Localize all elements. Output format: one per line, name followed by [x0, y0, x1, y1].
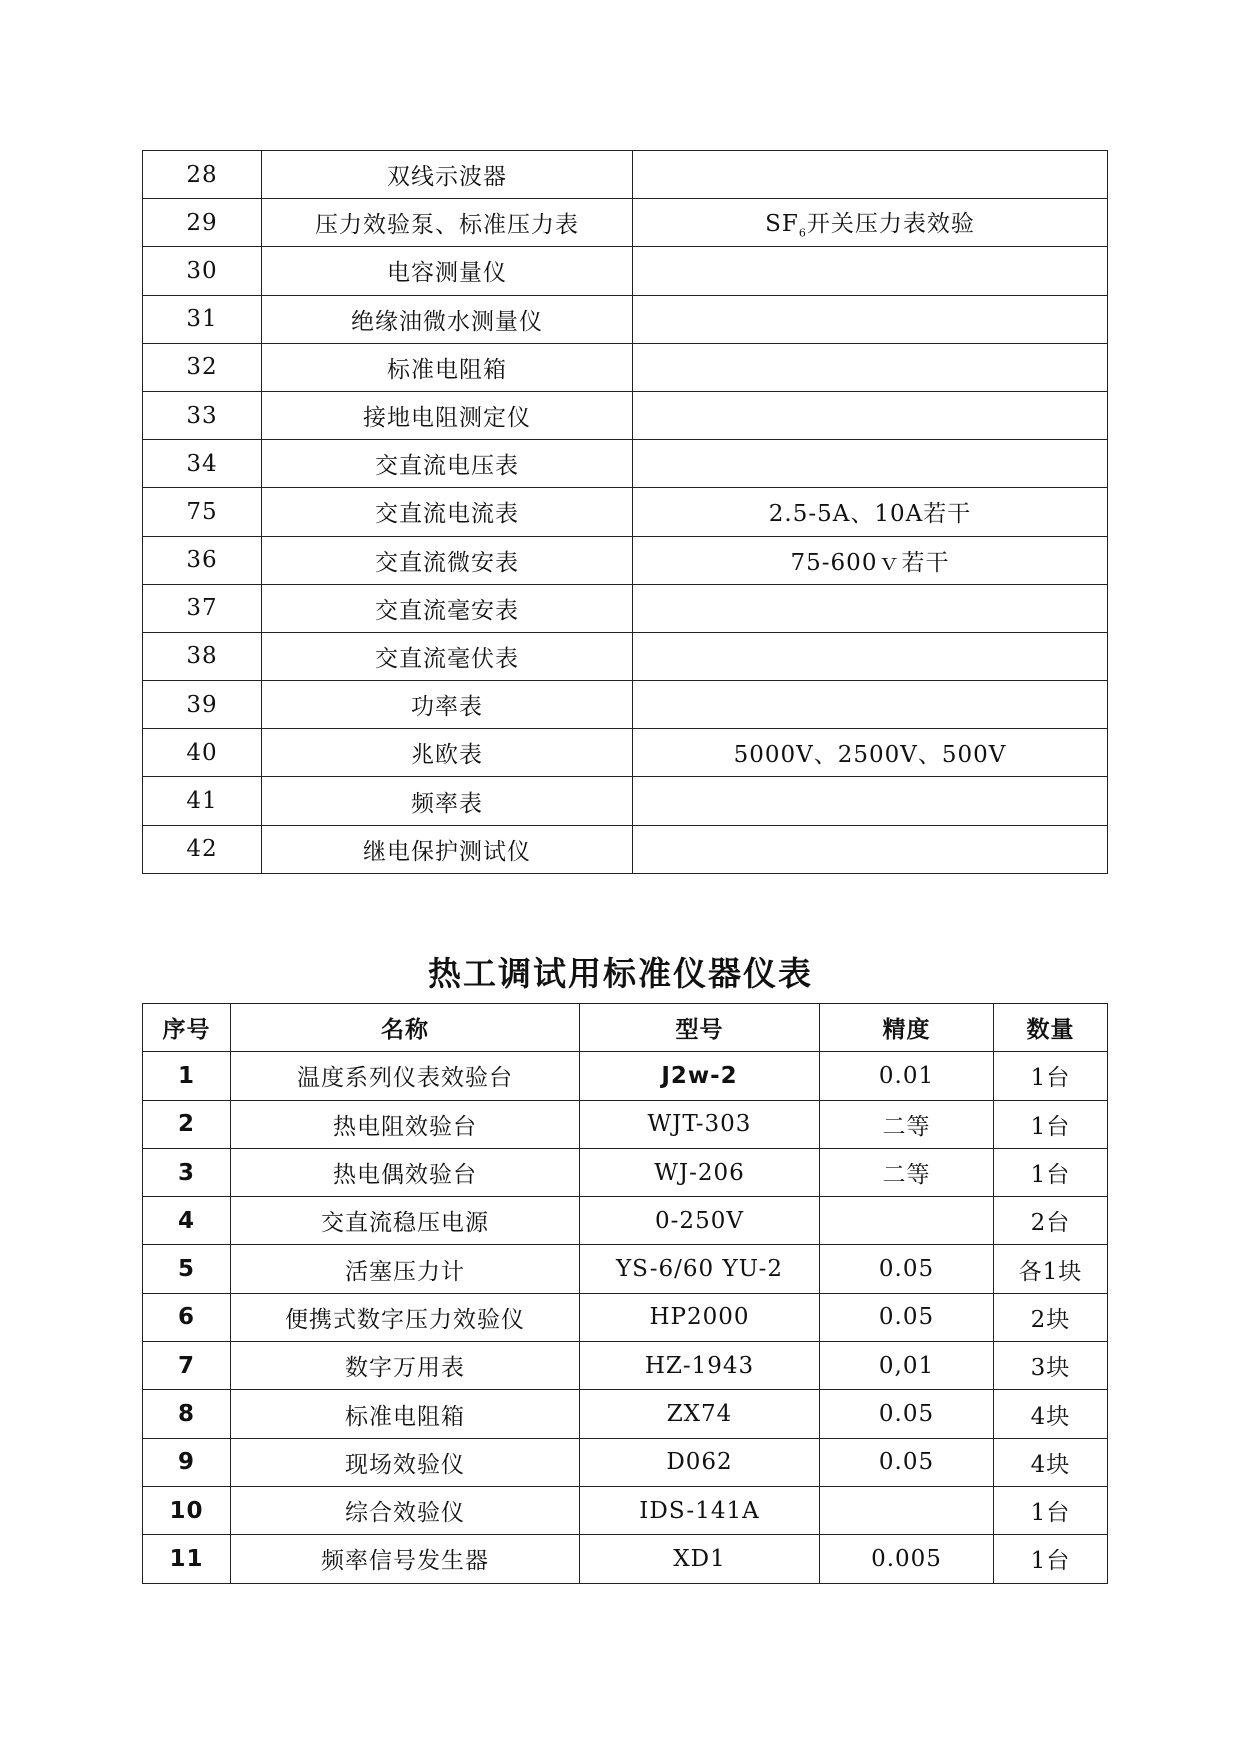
instrument-note: $SF_6$开关压力表效验 — [633, 199, 1108, 247]
instrument-precision: 0,01 — [820, 1342, 994, 1390]
instrument-name: 交直流毫安表 — [262, 584, 633, 632]
instrument-note — [633, 681, 1108, 729]
table-row — [143, 825, 1108, 873]
instrument-quantity: 1台 — [994, 1100, 1108, 1148]
row-number: 40 — [143, 729, 262, 777]
row-number: 39 — [143, 681, 262, 729]
instrument-name: 继电保护测试仪 — [262, 825, 633, 873]
instrument-note — [633, 343, 1108, 391]
row-number: 37 — [143, 584, 262, 632]
instrument-name: 绝缘油微水测量仪 — [262, 295, 633, 343]
instrument-name: 功率表 — [262, 681, 633, 729]
instrument-model: D062 — [580, 1438, 820, 1486]
instrument-quantity: 1台 — [994, 1535, 1108, 1583]
instrument-precision: 0.05 — [820, 1293, 994, 1341]
instrument-model: ZX74 — [580, 1390, 820, 1438]
table-row — [143, 343, 1108, 391]
instrument-name: 交直流毫伏表 — [262, 632, 633, 680]
instrument-quantity: 4块 — [994, 1438, 1108, 1486]
instrument-name: 热电阻效验台 — [231, 1100, 580, 1148]
row-number: 36 — [143, 536, 262, 584]
instrument-name: 交直流电流表 — [262, 488, 633, 536]
instrument-model: J2w-2 — [580, 1052, 820, 1100]
instrument-model: WJ-206 — [580, 1148, 820, 1196]
instrument-quantity: 3块 — [994, 1342, 1108, 1390]
row-number: 2 — [143, 1100, 231, 1148]
instrument-precision: 0.05 — [820, 1390, 994, 1438]
row-number: 42 — [143, 825, 262, 873]
table-row — [143, 488, 1108, 536]
instrument-precision — [820, 1197, 994, 1245]
row-number: 75 — [143, 488, 262, 536]
table-row — [143, 199, 1108, 247]
table-row — [143, 1535, 1108, 1583]
instrument-model: YS-6/60 YU-2 — [580, 1245, 820, 1293]
table-row — [143, 391, 1108, 439]
table-row — [143, 1197, 1108, 1245]
table-row — [143, 151, 1108, 199]
instrument-name: 交直流稳压电源 — [231, 1197, 580, 1245]
instrument-name: 综合效验仪 — [231, 1486, 580, 1534]
row-number: 6 — [143, 1293, 231, 1341]
instrument-name: 交直流电压表 — [262, 440, 633, 488]
instrument-model: WJT-303 — [580, 1100, 820, 1148]
instrument-note — [633, 440, 1108, 488]
header-name: 名称 — [231, 1004, 580, 1052]
instrument-note — [633, 247, 1108, 295]
instrument-model: HZ-1943 — [580, 1342, 820, 1390]
instrument-note — [633, 825, 1108, 873]
instrument-note — [633, 391, 1108, 439]
row-number: 3 — [143, 1148, 231, 1196]
table-row — [143, 777, 1108, 825]
table-row — [143, 1390, 1108, 1438]
row-number: 10 — [143, 1486, 231, 1534]
instrument-quantity: 1台 — [994, 1148, 1108, 1196]
table-row — [143, 584, 1108, 632]
instrument-note — [633, 584, 1108, 632]
row-number: 34 — [143, 440, 262, 488]
instrument-table-1 — [142, 150, 1108, 874]
instrument-precision: 二等 — [820, 1148, 994, 1196]
table-row — [143, 1148, 1108, 1196]
instrument-quantity: 2块 — [994, 1293, 1108, 1341]
instrument-note — [633, 295, 1108, 343]
instrument-precision: 0.01 — [820, 1052, 994, 1100]
instrument-note — [633, 632, 1108, 680]
table-row — [143, 1245, 1108, 1293]
instrument-name: 频率表 — [262, 777, 633, 825]
row-number: 9 — [143, 1438, 231, 1486]
instrument-precision: 0.05 — [820, 1438, 994, 1486]
row-number: 5 — [143, 1245, 231, 1293]
instrument-precision — [820, 1486, 994, 1534]
row-number: 8 — [143, 1390, 231, 1438]
row-number: 29 — [143, 199, 262, 247]
instrument-model: XD1 — [580, 1535, 820, 1583]
instrument-name: 兆欧表 — [262, 729, 633, 777]
thermal-instrument-table — [142, 1003, 1108, 1584]
instrument-name: 数字万用表 — [231, 1342, 580, 1390]
table-row — [143, 1486, 1108, 1534]
table-row — [143, 1100, 1108, 1148]
instrument-name: 交直流微安表 — [262, 536, 633, 584]
table-row — [143, 1052, 1108, 1100]
table-row — [143, 1438, 1108, 1486]
row-number: 11 — [143, 1535, 231, 1583]
instrument-name: 标准电阻箱 — [231, 1390, 580, 1438]
instrument-note — [633, 151, 1108, 199]
instrument-quantity: 1台 — [994, 1486, 1108, 1534]
row-number: 32 — [143, 343, 262, 391]
instrument-model: HP2000 — [580, 1293, 820, 1341]
instrument-precision: 二等 — [820, 1100, 994, 1148]
row-number: 41 — [143, 777, 262, 825]
table-header-row — [143, 1004, 1108, 1052]
instrument-name: 接地电阻测定仪 — [262, 391, 633, 439]
instrument-name: 热电偶效验台 — [231, 1148, 580, 1196]
table-row — [143, 536, 1108, 584]
instrument-name: 现场效验仪 — [231, 1438, 580, 1486]
row-number: 33 — [143, 391, 262, 439]
instrument-name: 频率信号发生器 — [231, 1535, 580, 1583]
row-number: 1 — [143, 1052, 231, 1100]
table-row — [143, 729, 1108, 777]
row-number: 7 — [143, 1342, 231, 1390]
table-row — [143, 681, 1108, 729]
table-row — [143, 632, 1108, 680]
row-number: 28 — [143, 151, 262, 199]
table-row — [143, 440, 1108, 488]
table-row — [143, 295, 1108, 343]
instrument-quantity: 各1块 — [994, 1245, 1108, 1293]
instrument-note — [633, 777, 1108, 825]
instrument-model: 0-250V — [580, 1197, 820, 1245]
instrument-note: 2.5-5A、10A若干 — [633, 488, 1108, 536]
instrument-quantity: 2台 — [994, 1197, 1108, 1245]
table-2-title: 热工调试用标准仪器仪表 — [428, 954, 813, 993]
header-model: 型号 — [580, 1004, 820, 1052]
row-number: 30 — [143, 247, 262, 295]
instrument-quantity: 1台 — [994, 1052, 1108, 1100]
instrument-precision: 0.005 — [820, 1535, 994, 1583]
row-number: 4 — [143, 1197, 231, 1245]
instrument-quantity: 4块 — [994, 1390, 1108, 1438]
header-no: 序号 — [143, 1004, 231, 1052]
header-precision: 精度 — [820, 1004, 994, 1052]
instrument-model: IDS-141A — [580, 1486, 820, 1534]
header-qty: 数量 — [994, 1004, 1108, 1052]
table-row — [143, 1293, 1108, 1341]
row-number: 38 — [143, 632, 262, 680]
table-row — [143, 1342, 1108, 1390]
instrument-name: 压力效验泵、标准压力表 — [262, 199, 633, 247]
instrument-name: 活塞压力计 — [231, 1245, 580, 1293]
instrument-name: 双线示波器 — [262, 151, 633, 199]
row-number: 31 — [143, 295, 262, 343]
instrument-name: 电容测量仪 — [262, 247, 633, 295]
instrument-name: 标准电阻箱 — [262, 343, 633, 391]
table-row — [143, 247, 1108, 295]
instrument-note: 5000V、2500V、500V — [633, 729, 1108, 777]
instrument-note: 75-600ｖ若干 — [633, 536, 1108, 584]
instrument-name: 温度系列仪表效验台 — [231, 1052, 580, 1100]
instrument-precision: 0.05 — [820, 1245, 994, 1293]
instrument-name: 便携式数字压力效验仪 — [231, 1293, 580, 1341]
